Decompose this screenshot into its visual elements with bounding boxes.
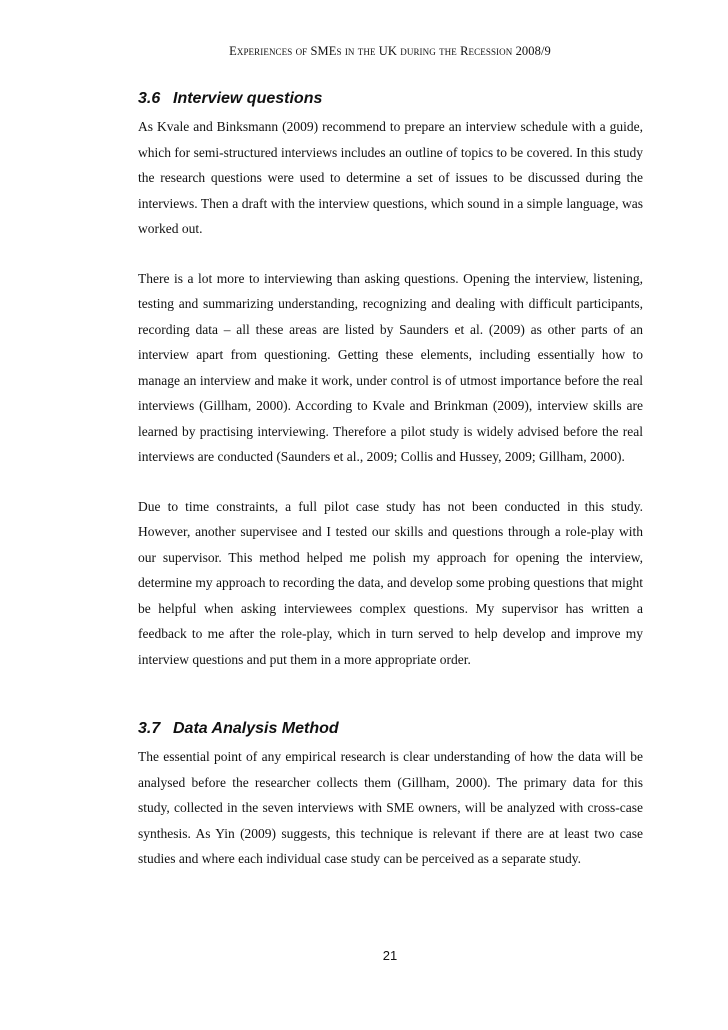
section-title: Interview questions [173,90,323,107]
section-heading-data-analysis-method [138,718,643,740]
section-number: 3.7 [138,720,161,737]
paragraph: The essential point of any empirical research is clear understanding of how the data will be analysed before the researcher collects them (Gillham, 2000). The primary data for this study, collected in the seven interviews with SME owners, will be analyzed with cross-case synthesis. As Yin (2009) suggests, this technique is relevant if there are at least two case studies and where each individual case study can be perceived as a separate study. [138,749,643,866]
paragraph: There is a lot more to interviewing than asking questions. Opening the interview, listening, testing and summarizing understanding, recognizing and dealing with difficult participants, recording data – all these areas are listed by Saunders et al. (2009) as other parts of an interview apart from questioning. Getting these elements, including essentially how to manage an interview and make it work, under control is of utmost importance before the real interviews (Gillham, 2000). According to Kvale and Brinkman (2009), interview skills are learned by practising interviewing. Therefore a pilot study is widely advised before the real interviews are conducted (Saunders et al., 2009; Collis and Hussey, 2009; Gillham, 2000). [138,270,643,464]
page-body [138,88,643,872]
page-number: 21 [382,948,398,963]
section-title: Data Analysis Method [173,720,339,737]
running-header: Experiences of SMEs in the UK during the Recession 2008/9 [229,44,551,58]
paragraph: As Kvale and Binksmann (2009) recommend to prepare an interview schedule with a guide, which for semi-structured interviews includes an outline of topics to be covered. In this study the research questions were used to determine a set of issues to be discussed during the interviews. Then a draft with the interview questions, which sound in a simple language, was worked out. [138,119,643,236]
section-heading-interview-questions [138,88,643,110]
paragraph: Due to time constraints, a full pilot case study has not been conducted in this study. However, another supervisee and I tested our skills and questions through a role-play with our supervisor. This method helped me polish my approach for opening the interview, determine my approach to recording the data, and develop some probing questions that might be helpful when asking interviewees complex questions. My supervisor has written a feedback to me after the role-play, which in turn served to help develop and improve my interview questions and put them in a more appropriate order. [138,498,643,667]
section-number: 3.6 [138,90,161,107]
